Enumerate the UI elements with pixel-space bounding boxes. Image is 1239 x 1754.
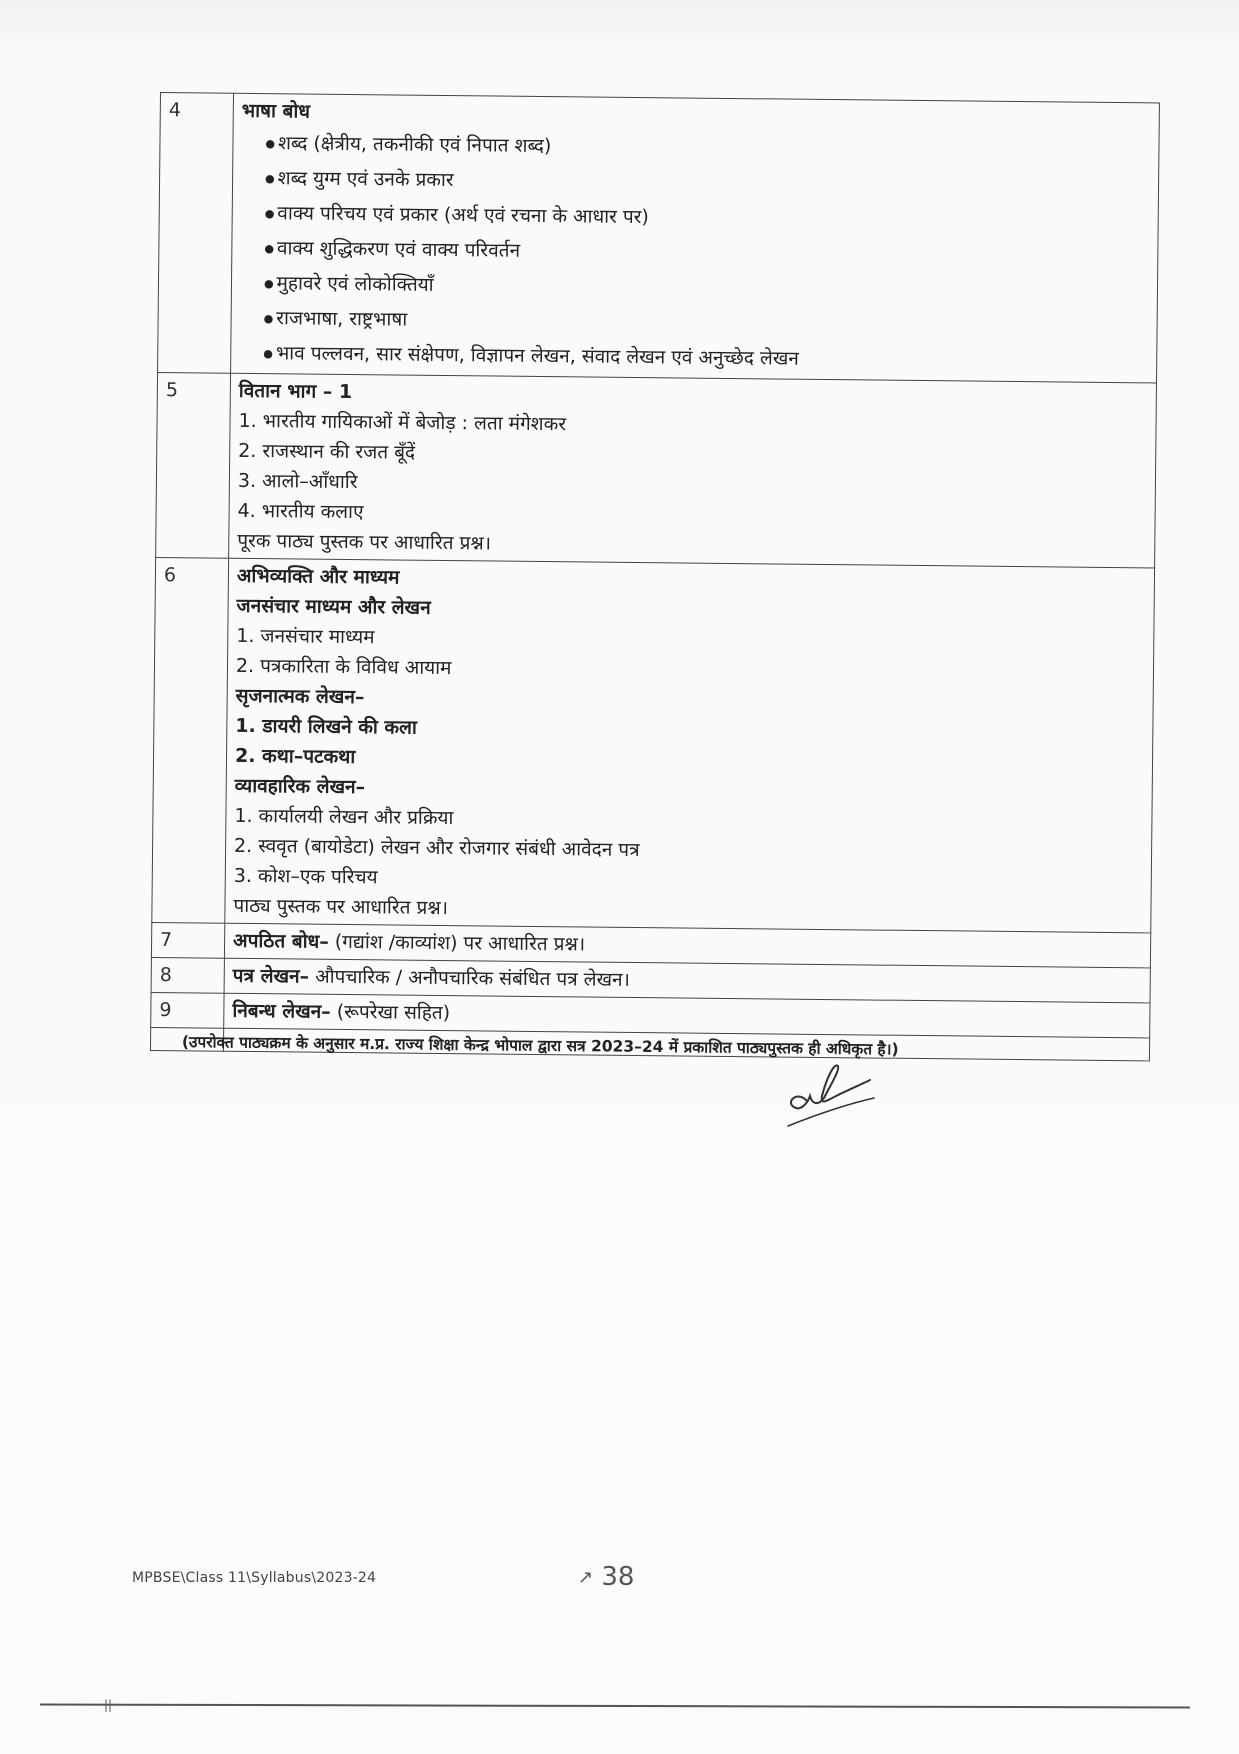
page-number — [578, 1562, 634, 1592]
syllabus-sheet — [150, 92, 1160, 1061]
footnote: (उपरोक्त पाठ्यक्रम के अनुसार म.प्र. राज्य शिक्षा केन्द्र भोपाल द्वारा सत्र 2023–24 में प्रकाशित पाठ्यपुस्तक ही अधिकृत है।) — [181, 1032, 899, 1059]
list-item: 1. कार्यालयी लेखन और प्रक्रिया — [234, 804, 454, 830]
list-item: 2. पत्रकारिता के विविध आयाम — [235, 654, 452, 680]
row-number: 6 — [152, 557, 229, 923]
list-item: 2. स्ववृत (बायोडेटा) लेखन और रोजगार संबंधी आवेदन पत्र — [233, 834, 640, 862]
list-item: ● शब्द (क्षेत्रीय, तकनीकी एवं निपात शब्द) — [241, 126, 1150, 171]
row-text: (गद्यांश /काव्यांश) पर आधारित प्रश्न। — [328, 930, 586, 956]
sub-heading: व्यावहारिक लेखन– — [234, 774, 366, 799]
row-number: 5 — [156, 372, 231, 558]
list-item: ● भाव पल्लवन, सार संक्षेपण, विज्ञापन लेखन, संवाद लेखन एवं अनुच्छेद लेखन — [239, 336, 1148, 381]
table-row — [158, 93, 1160, 383]
list-item: 4. भारतीय कलाए — [237, 499, 364, 524]
list-item: ● वाक्य परिचय एवं प्रकार (अर्थ एवं रचना के आधार पर) — [241, 196, 1150, 241]
list-item: 1. डायरी लिखने की कला — [235, 714, 417, 739]
footer-path: MPBSE\Class 11\Syllabus\2023-24 — [132, 1570, 377, 1586]
sub-heading: जनसंचार माध्यम और लेखन — [236, 594, 431, 619]
list-item: ● शब्द युग्म एवं उनके प्रकार — [241, 161, 1150, 206]
signature-mark — [778, 1060, 898, 1140]
row-content — [231, 93, 1160, 383]
row-number: 4 — [158, 93, 234, 374]
row-number: 9 — [151, 992, 224, 1028]
list-item: ● मुहावरे एवं लोकोक्तियाँ — [240, 266, 1149, 311]
list-item: 2. राजस्थान की रजत बूँदें — [238, 439, 416, 464]
list-item: 1. भारतीय गायिकाओं में बेजोड़ : लता मंगेशकर — [238, 409, 567, 436]
section-heading: भाषा बोध — [241, 99, 311, 123]
list-item: 2. कथा–पटकथा — [234, 744, 356, 769]
row-number: 7 — [151, 922, 224, 958]
list-item: 3. आलो–आँधारि — [237, 469, 358, 494]
section-heading: अभिव्यक्ति और माध्यम — [236, 564, 400, 589]
row-content — [225, 558, 1155, 933]
row-content — [229, 373, 1157, 568]
row-text: औपचारिक / अनौपचारिक संबंधित पत्र लेखन। — [309, 965, 630, 991]
section-heading: निबन्ध लेखन– — [232, 999, 331, 1023]
list-item: 3. कोश–एक परिचय — [233, 864, 378, 889]
list-item: 1. जनसंचार माध्यम — [236, 624, 375, 649]
syllabus-table — [150, 92, 1160, 1061]
table-row — [152, 557, 1155, 932]
section-heading: पत्र लेखन– — [232, 964, 310, 988]
table-row — [156, 372, 1157, 567]
row-number: 8 — [151, 957, 224, 993]
list-item: पूरक पाठ्य पुस्तक पर आधारित प्रश्न। — [237, 529, 492, 555]
page-number-value: 38 — [601, 1562, 635, 1592]
list-item: ● राजभाषा, राष्ट्रभाषा — [239, 301, 1148, 346]
section-heading: वितान भाग – 1 — [238, 379, 353, 404]
row-text: (रूपरेखा सहित) — [330, 1000, 451, 1025]
sub-heading: सृजनात्मक लेखन– — [235, 684, 365, 709]
page-number-mark: ↗ — [578, 1567, 594, 1588]
list-item: पाठ्य पुस्तक पर आधारित प्रश्न। — [233, 894, 449, 920]
section-heading: अपठित बोध– — [233, 929, 329, 953]
list-item: ● वाक्य शुद्धिकरण एवं वाक्य परिवर्तन — [240, 231, 1149, 276]
